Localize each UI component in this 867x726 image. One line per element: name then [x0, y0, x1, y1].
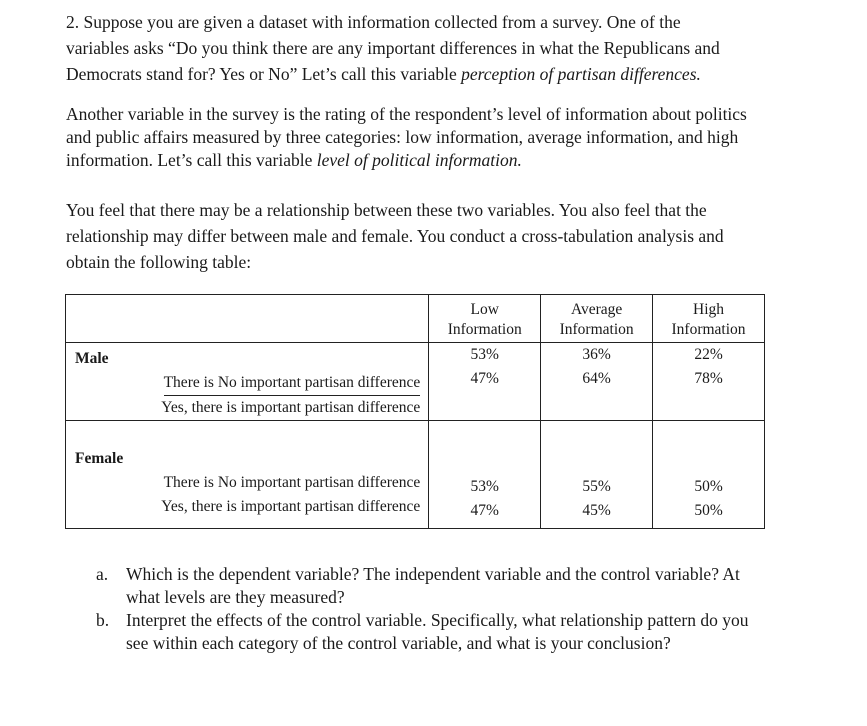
table-cell: 55%: [582, 478, 611, 495]
intro-line-3: Democrats stand for? Yes or No” Let’s call this variable: [66, 64, 462, 84]
relationship-paragraph: [66, 197, 856, 275]
female-yes-difference-label: Yes, there is important partisan difference: [161, 498, 421, 515]
third-line-1: You feel that there may be a relationship between these two variables. You also feel that the: [66, 200, 707, 220]
second-line-1: Another variable in the survey is the rating of the respondent’s level of information about politics: [66, 104, 747, 124]
column-header-average-top: Average: [570, 301, 623, 318]
male-average-cell: [541, 343, 653, 421]
male-stub-cell: [66, 343, 429, 421]
variable-name-information: level of political information.: [316, 150, 522, 170]
header-corner-cell: [66, 295, 429, 343]
table-cell: 47%: [470, 370, 499, 387]
female-average-cell: [541, 421, 653, 529]
female-low-cell: [429, 421, 541, 529]
table-cell: 78%: [694, 370, 723, 387]
column-header-low: [429, 295, 541, 343]
question-marker: b.: [96, 610, 110, 630]
column-header-average-bottom: Information: [559, 321, 634, 338]
question-a-line-2: what levels are they measured?: [126, 586, 345, 607]
group-label-female: Female: [75, 450, 124, 467]
intro-line-2: variables asks “Do you think there are any important differences in what the Republicans and: [66, 38, 720, 58]
column-header-high-bottom: Information: [671, 321, 746, 338]
table-cell: 50%: [694, 478, 723, 495]
intro-line-1: 2. Suppose you are given a dataset with information collected from a survey. One of the: [66, 12, 681, 32]
column-header-average: [541, 295, 653, 343]
column-header-low-top: Low: [470, 301, 499, 318]
table-group-male: [66, 343, 765, 421]
table-cell: 45%: [582, 502, 611, 519]
group-label-male: Male: [75, 350, 109, 367]
male-low-cell: [429, 343, 541, 421]
table-cell: 64%: [582, 370, 611, 387]
table-cell: 47%: [470, 502, 499, 519]
question-b: [96, 609, 867, 654]
cross-tabulation-table: [65, 294, 765, 529]
male-yes-difference-label: Yes, there is important partisan difference: [161, 399, 421, 416]
intro-paragraph: [66, 9, 856, 87]
column-header-low-bottom: Information: [447, 321, 522, 338]
male-high-cell: [653, 343, 765, 421]
female-high-cell: [653, 421, 765, 529]
second-variable-paragraph: [66, 103, 856, 172]
female-no-difference-label: There is No important partisan difference: [163, 474, 421, 491]
question-b-line-1: Interpret the effects of the control variable. Specifically, what relationship pattern do you: [126, 610, 749, 630]
row-label: [66, 371, 428, 396]
table-cell: 36%: [582, 346, 611, 363]
column-header-high: [653, 295, 765, 343]
third-line-2: relationship may differ between male and female. You conduct a cross-tabulation analysis and: [66, 226, 724, 246]
table-cell: 22%: [694, 346, 723, 363]
second-line-2: and public affairs measured by three categories: low information, average information, and high: [66, 127, 739, 147]
female-stub-cell: [66, 421, 429, 529]
table-cell: 53%: [470, 478, 499, 495]
question-list: [96, 563, 867, 655]
group-spacer: [66, 421, 428, 446]
question-b-line-2: see within each category of the control variable, and what is your conclusion?: [126, 632, 671, 653]
table-header-row: [66, 295, 765, 343]
second-line-3: information. Let’s call this variable: [66, 150, 317, 170]
question-marker: a.: [96, 564, 109, 584]
column-header-high-top: High: [693, 301, 725, 318]
table-group-female: [66, 421, 765, 529]
question-a: [96, 563, 867, 608]
table-cell: 53%: [470, 346, 499, 363]
male-no-difference-label: There is No important partisan difference: [164, 371, 421, 396]
third-line-3: obtain the following table:: [66, 252, 252, 272]
table-cell: 50%: [694, 502, 723, 519]
variable-name-partisan: perception of partisan differences.: [461, 64, 701, 84]
question-a-line-1: Which is the dependent variable? The independent variable and the control variable? At: [126, 564, 740, 584]
